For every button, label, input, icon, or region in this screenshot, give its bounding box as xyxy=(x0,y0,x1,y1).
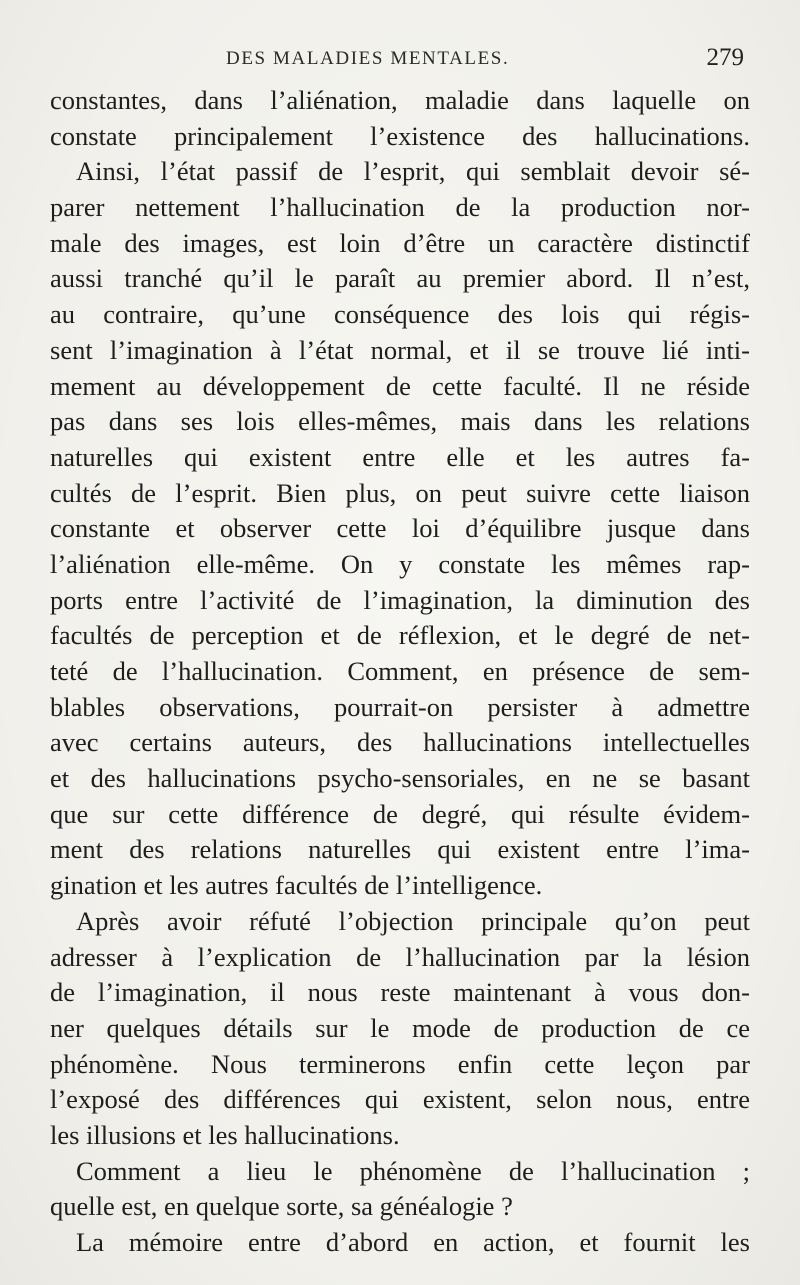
running-title: DES MALADIES MENTALES. xyxy=(226,48,510,69)
text-line: constante et observer cette loi d’équilibre jusque dans xyxy=(50,513,750,544)
text-line: blables observations, pourrait-on persister à admettre xyxy=(50,691,750,722)
text-line: ner quelques détails sur le mode de production de ce xyxy=(50,1012,750,1043)
body-text xyxy=(50,83,750,1261)
text-line: adresser à l’explication de l’hallucination par la lésion xyxy=(50,941,750,972)
text-line: facultés de perception et de réflexion, et le degré de net- xyxy=(50,620,750,651)
text-line: parer nettement l’hallucination de la production nor- xyxy=(50,192,750,223)
text-line: gination et les autres facultés de l’intelligence. xyxy=(50,870,543,901)
text-line: quelle est, en quelque sorte, sa généalogie ? xyxy=(50,1191,513,1222)
text-line: Comment a lieu le phénomène de l’hallucination ; xyxy=(76,1155,750,1186)
text-line: que sur cette différence de degré, qui résulte évidem- xyxy=(50,798,750,829)
page-header xyxy=(50,44,750,78)
text-line: et des hallucinations psycho-sensoriales, en ne se basant xyxy=(50,763,750,794)
text-line: Ainsi, l’état passif de l’esprit, qui semblait devoir sé- xyxy=(76,156,750,187)
page-number: 279 xyxy=(706,44,744,71)
text-line: ment des relations naturelles qui existent entre l’ima- xyxy=(50,834,750,865)
text-line: de l’imagination, il nous reste maintenant à vous don- xyxy=(50,977,750,1008)
text-line: mement au développement de cette faculté. Il ne réside xyxy=(50,370,750,401)
text-line: aussi tranché qu’il le paraît au premier abord. Il n’est, xyxy=(50,263,750,294)
text-line: l’exposé des différences qui existent, selon nous, entre xyxy=(50,1084,750,1115)
text-line: constantes, dans l’aliénation, maladie dans laquelle on xyxy=(50,85,750,115)
text-line: Après avoir réfuté l’objection principale qu’on peut xyxy=(76,905,750,936)
text-line: La mémoire entre d’abord en action, et fournit les xyxy=(76,1227,750,1257)
text-line: ports entre l’activité de l’imagination, la diminution des xyxy=(50,584,750,615)
text-line: l’aliénation elle-même. On y constate les mêmes rap- xyxy=(50,548,750,579)
text-line: au contraire, qu’une conséquence des lois qui régis- xyxy=(50,299,750,330)
text-line: naturelles qui existent entre elle et les autres fa- xyxy=(50,441,750,472)
text-line: sent l’imagination à l’état normal, et il se trouve lié inti- xyxy=(50,334,750,365)
text-line: pas dans ses lois elles-mêmes, mais dans les relations xyxy=(50,406,750,437)
text-line: teté de l’hallucination. Comment, en présence de sem- xyxy=(50,656,750,686)
text-line: male des images, est loin d’être un caractère distinctif xyxy=(50,227,750,258)
text-line: constate principalement l’existence des hallucinations. xyxy=(50,120,750,151)
text-line: phénomène. Nous terminerons enfin cette leçon par xyxy=(50,1048,750,1079)
text-line: avec certains auteurs, des hallucinations intellectuelles xyxy=(50,727,750,758)
text-line: les illusions et les hallucinations. xyxy=(50,1119,400,1150)
text-line: cultés de l’esprit. Bien plus, on peut suivre cette liaison xyxy=(50,477,750,508)
